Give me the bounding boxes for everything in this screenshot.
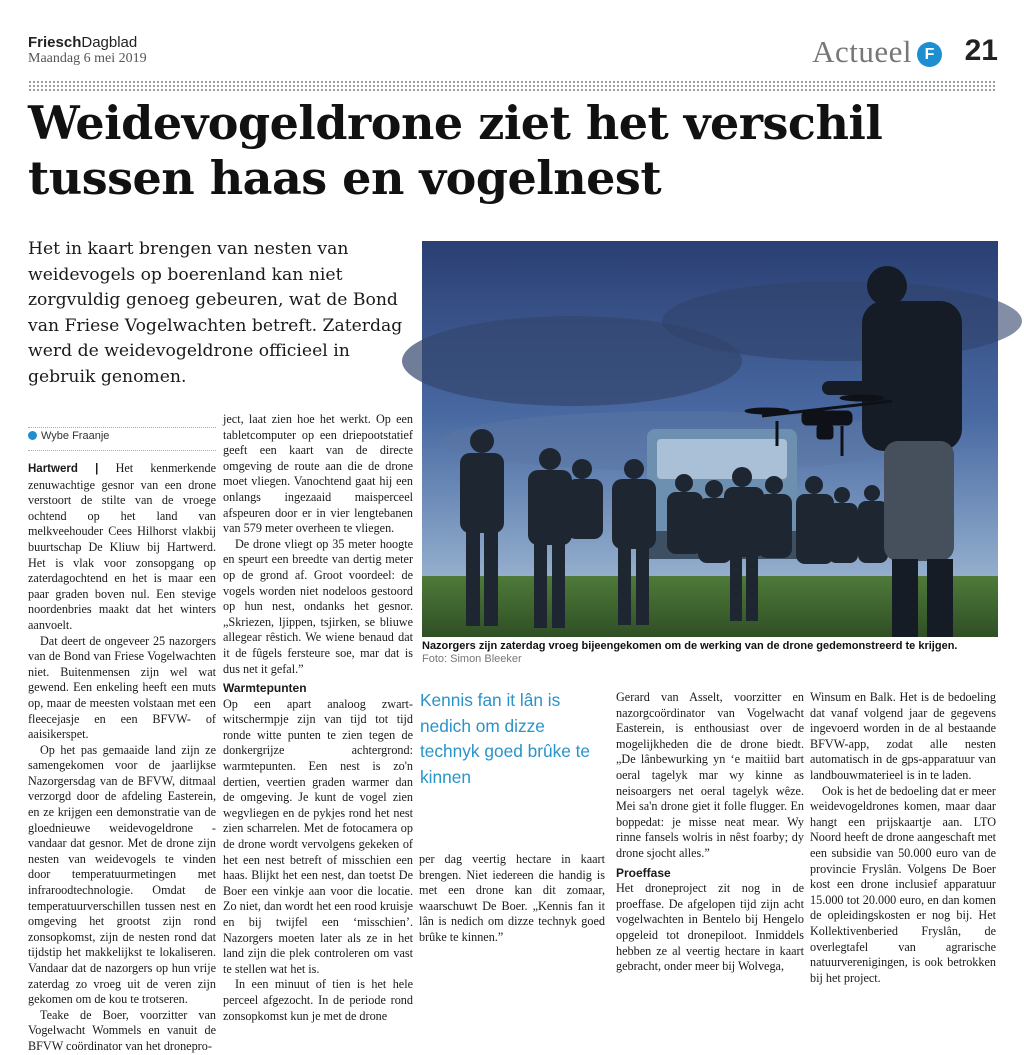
section-label: Actueel <box>812 34 912 69</box>
paragraph: per dag veertig hectare in kaart brengen. Niet iedereen die handig is met een drone kan dit zomaar, waarschuwt De Boer. „Kennis fan it lân is nedich om dizze technyk goed brûke te kinnen.” <box>419 852 605 944</box>
page-number: 21 <box>964 34 998 67</box>
paragraph <box>28 461 216 634</box>
f-logo-icon: F <box>917 42 942 67</box>
section-title <box>812 34 912 70</box>
headline-line-1: Weidevogeldrone ziet het verschil <box>28 96 883 150</box>
paragraph: Op een apart analoog zwart-witschermpje zijn van tijd tot tijd ronde witte punten te zien tegen de donkergrijze achtergrond: warmtepunten. Een nest is zo'n dertien, veertien graden warmer dan de omgeving. Je kunt de vogel zien wegvliegen en de pykjes rond het nest zien scharrelen. Met de fotocamera op de drone wordt vervolgens gekeken of het een nest betreft of misschien een haas. Blijkt het een nest, dan toetst De Boer een vinkje aan voor die locatie. Zo niet, dan wordt het een rood kruisje en bij twijfel een ‘misschien’. Nazorgers moeten later als ze in het land zijn die plek controleren om vast te stellen wat het is. <box>223 696 413 976</box>
subheading: Warmtepunten <box>223 681 307 696</box>
headline <box>28 96 998 206</box>
author-name: Wybe Fraanje <box>41 430 110 442</box>
photo-caption <box>422 640 998 666</box>
byline-divider <box>28 450 216 451</box>
paragraph: De drone vliegt op 35 meter hoogte en speurt een breedte van dertig meter op de grond af. Groot voordeel: de vogels worden niet nodeloos gestoord op hun nest, ondanks het gesnor. „Skriezen, ljippen, tsjirken, se bliuwe allegear rêstich. We wiene benaud dat it de fûgels fersteure soe, mar dat is dus net it gefal.” <box>223 536 413 676</box>
brand-name-light: Dagblad <box>81 34 138 51</box>
newspaper-brand <box>28 34 137 51</box>
paragraph: In een minuut of tien is het hele perceel afgezocht. In de periode rond zonsopkomst kun je met de drone <box>223 977 413 1023</box>
caption-text: Nazorgers zijn zaterdag vroeg bijeengekomen om de werking van de drone gedemonstreerd te krijgen. <box>422 640 958 652</box>
paragraph-text: Het kenmerkende zenuwachtige gesnor van een drone verstoort de stilte van de vroege ochtend op het land van melkveehouder Cees Hilhorst vlakbij buurtschap De Kliuw bij Hartwerd. Het is vlak voor zonsopgang op zaterdagochtend en het is maar een paar graden boven nul. Een stevige noordenbries maakt dat het winters aanvoelt. <box>28 461 216 632</box>
paragraph: Winsum en Balk. Het is de bedoeling dat vanaf volgend jaar de gegevens ingevoerd worden in de al bestaande BFVW-app, zodat alle nesten automatisch in de gps-apparatuur van landbouwmaterieel is in te laden. <box>810 690 996 782</box>
paragraph: Het droneproject zit nog in de proeffase. De afgelopen tijd zijn acht vogelwachten in Bentelo bij Hengelo opgeleid tot dronepiloot. Inmiddels hebben ze al veertig hectare in kaart gebracht, onder meer bij Wolvega, <box>616 881 804 974</box>
article-column-3 <box>419 852 605 946</box>
article-column-4 <box>616 690 804 975</box>
paragraph: Op het pas gemaaide land zijn ze samengekomen voor de jaarlijkse Nazorgersdag van de BFVW, ditmaal verzorgd door de afdeling Easterein, en ze krijgen een demonstratie van de gloednieuwe weidevogeldrone - vandaar dat gesnor. Met de drone zijn nesten van weidevogels te vinden door temperatuurmetingen met infraroodtechnologie. Omdat de temperatuurverschillen tussen nest en omgeving het grootst zijn rond zonsopkomst, zijn de nesten rond dat tijdstip het makkelijkst te lokaliseren. Vandaar dat de nazorgers op hun vrije zaterdag zo vroeg uit de veren zijn gekomen om de kou te trotseren. <box>28 742 216 1007</box>
article-column-2 <box>223 412 413 1024</box>
article-intro: Het in kaart brengen van nesten van weidevogels op boerenland kan niet zorgvuldig genoeg gebeuren, wat de Bond van Friese Vogelwachten betreft. Zaterdag werd de weidevogeldrone officieel in gebruik genomen. <box>28 239 403 387</box>
article-column-1 <box>28 461 216 1055</box>
dateline: Hartwerd | <box>28 463 99 475</box>
drone-demonstration-photo <box>422 241 998 637</box>
byline <box>28 427 216 442</box>
paragraph: ject, laat zien hoe het werkt. Op een tabletcomputer op een driepootstatief geeft een kaart van de directe omgeving de route aan die de drone moet vliegen. Vanochtend gaat hij een onlangs ingezaaid maisperceel afspeuren door er in vier lengtebanen van 579 meter overheen te vliegen. <box>223 412 413 536</box>
paragraph: Gerard van Asselt, voorzitter en nazorgcoördinator van Vogelwacht Easterein, is enthousiast over de mogelijkheden die de drone biedt. „De lânbewurking yn ‘e maitiid bart oeral tagelyk mar wy kinne as neisoargers net oeral tagelyk wêze. Mei sa'n drone giet it folle flugger. En boppedat: je misse neat mear. Wy rinne fansels wolris in nêst foarby; dy drone sjocht alles.” <box>616 690 804 860</box>
photo-credit: Foto: Simon Bleeker <box>422 653 522 665</box>
paragraph: Dat deert de ongeveer 25 nazorgers van de Bond van Friese Vogelwachten niet. Buitenmensen zijn wel wat gewend. Een enkeling heeft een muts op, maar de meesten volstaan met een fleecejasje en een BFVW- of aaisikerspet. <box>28 633 216 742</box>
edition-date: Maandag 6 mei 2019 <box>28 51 147 66</box>
headline-line-2: tussen haas en vogelnest <box>28 151 662 205</box>
subheading: Proeffase <box>616 865 671 880</box>
pull-quote: Kennis fan it lân is nedich om dizze technyk goed brûke te kinnen <box>420 690 591 787</box>
dotted-divider <box>28 80 996 92</box>
article-column-5 <box>810 690 996 986</box>
paragraph: Teake de Boer, voorzitter van Vogelwacht Wommels en vanuit de BFVW coördinator van het dronepro- <box>28 1007 216 1053</box>
author-icon <box>28 431 37 440</box>
brand-name-bold: Friesch <box>28 34 82 51</box>
paragraph: Ook is het de bedoeling dat er meer weidevogeldrones komen, maar daar hangt een prijskaartje aan. LTO Noord heeft de drone aangeschaft met een subsidie van 50.000 euro van de provincie Fryslân. Volgens De Boer kost een drone inclusief apparatuur 15.000 tot 20.000 euro, en dan komen de opleidingskosten er nog bij. Het Kollektivenberied Fryslân, de overlegtafel van agrarische natuurverenigingen, is ook betrokken bij het project. <box>810 783 996 985</box>
article-photo <box>422 241 998 637</box>
